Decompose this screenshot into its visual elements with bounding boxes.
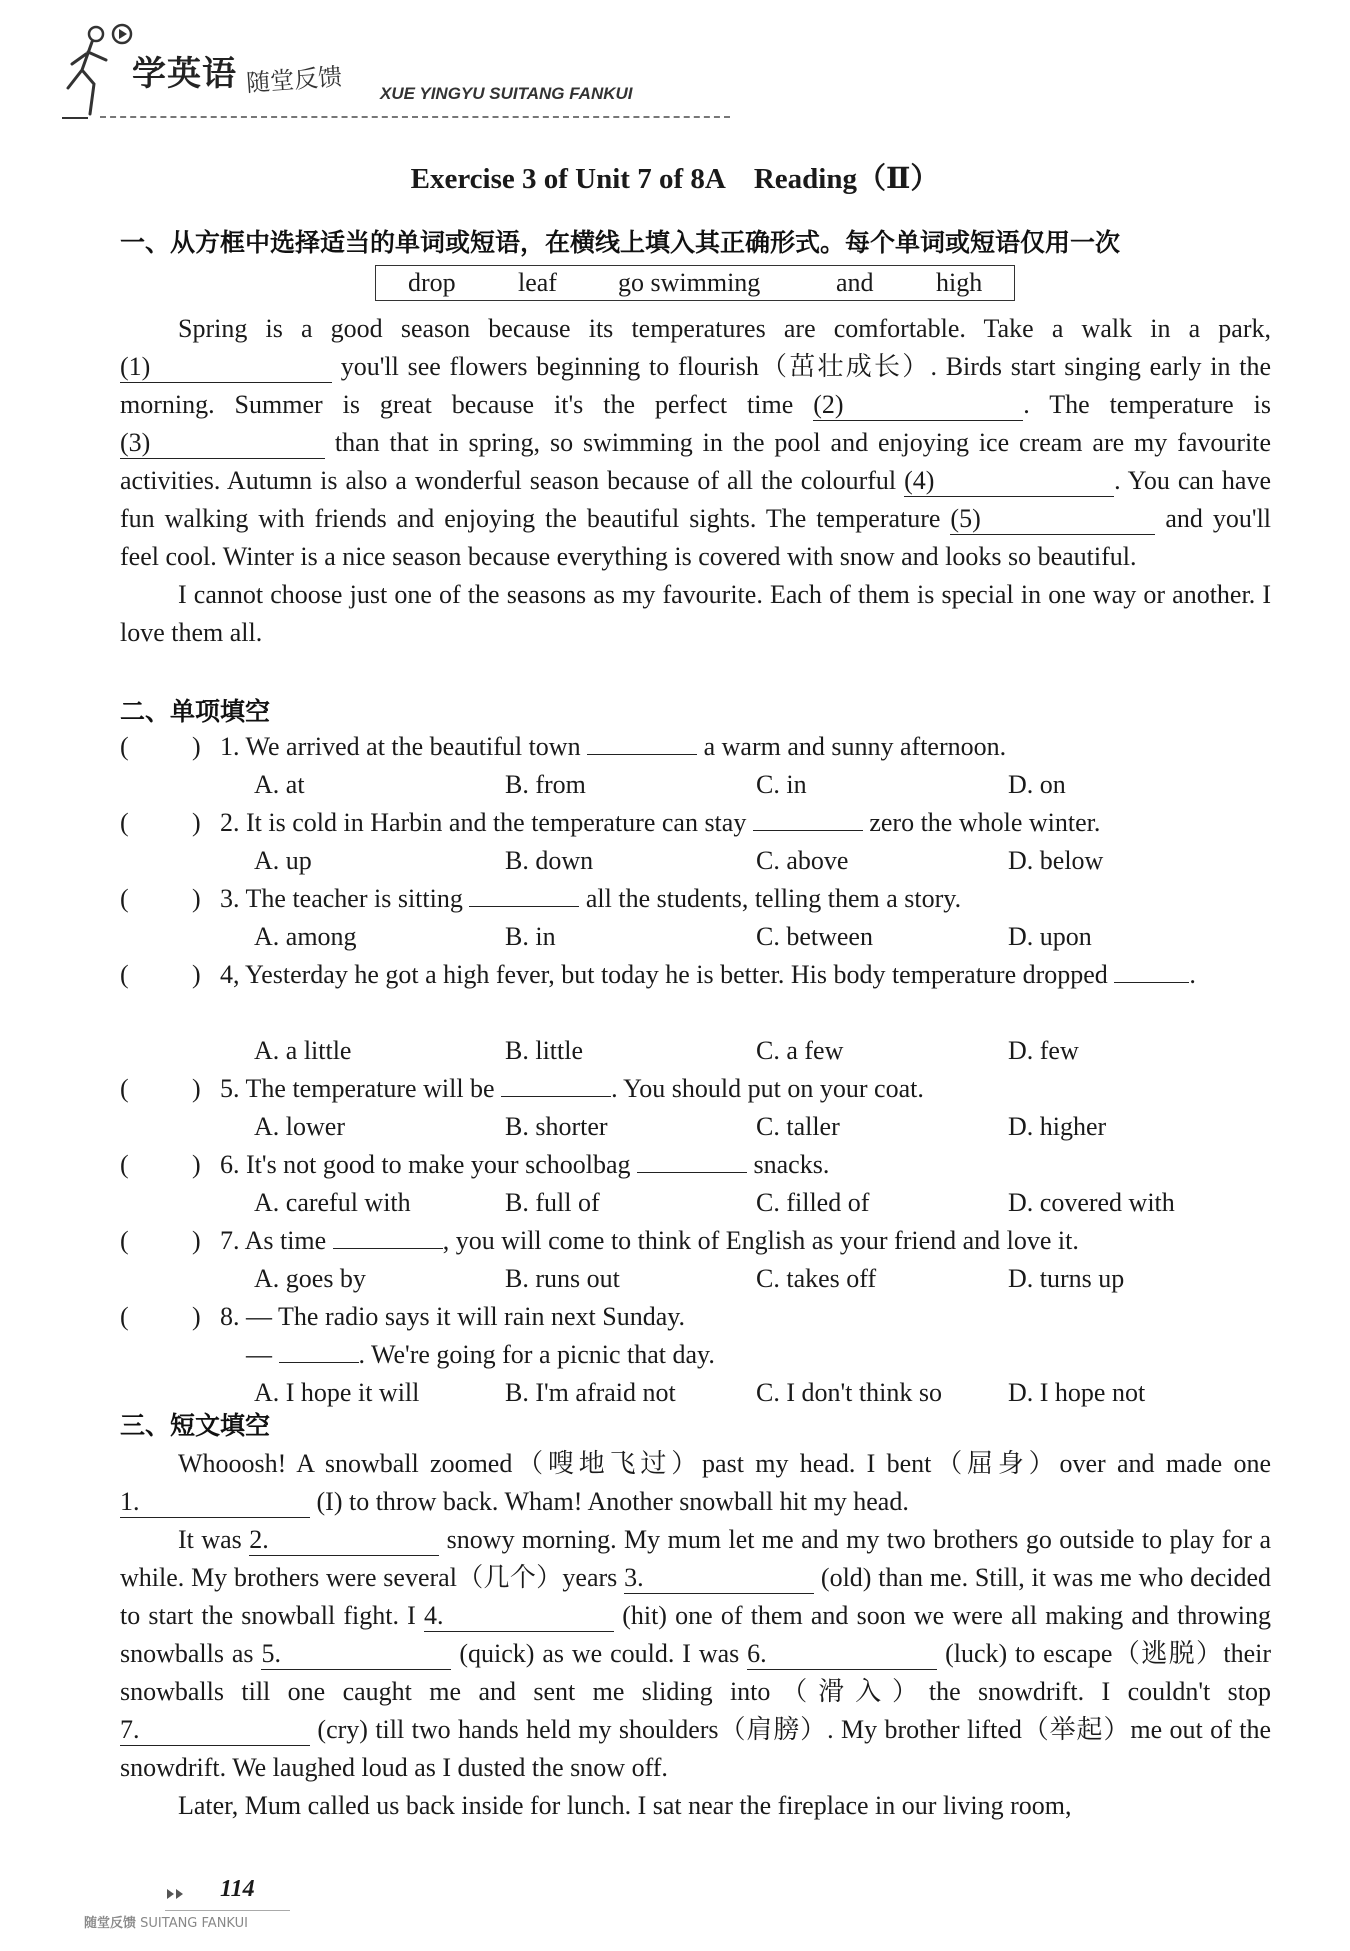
answer-paren-open: ( (120, 808, 129, 837)
passage-text: snowy morning. My mum let me and my two brothers go outside to play for a while. My brothers were several（几个）years (120, 1525, 1272, 1592)
answer-paren-open: ( (120, 884, 129, 913)
option-b[interactable]: B. runs out (505, 1264, 620, 1293)
section3-heading: 三、短文填空 (120, 1411, 271, 1440)
cloze-blank-6[interactable] (747, 1639, 937, 1670)
answer-paren-open: ( (120, 960, 129, 989)
blank-label: 5. (261, 1639, 281, 1668)
option-b[interactable]: B. shorter (505, 1112, 608, 1141)
option-d[interactable]: D. turns up (1008, 1264, 1125, 1293)
blank-label: (3) (120, 428, 151, 457)
option-a[interactable]: A. among (254, 922, 357, 951)
arrow-icon (166, 1888, 188, 1900)
passage-text: (luck) to escape（逃脱）their snowballs till one caught me and sent me sliding into（滑入）the snowdrift. I couldn't stop (120, 1639, 1272, 1706)
answer-paren-close: ) (192, 808, 201, 837)
question-stem: It's not good to make your schoolbag (246, 1150, 631, 1179)
question-stem-end: . We're going for a picnic that day. (358, 1340, 715, 1369)
word-box-item: drop (408, 268, 456, 297)
cloze-blank-5[interactable] (261, 1639, 451, 1670)
passage-text: (old) than me. Still, it was me who decided to start the snowball fight. I (120, 1563, 1272, 1630)
header-pinyin: XUE YINGYU SUITANG FANKUI (380, 84, 633, 103)
passage-text: (quick) as we could. I was (459, 1639, 740, 1668)
question-text (220, 956, 1271, 994)
option-d[interactable]: D. I hope not (1008, 1378, 1146, 1407)
blank-2[interactable] (813, 390, 1023, 421)
option-a[interactable]: A. at (254, 770, 305, 799)
blank-1[interactable] (120, 352, 332, 383)
question-blank[interactable] (637, 1172, 747, 1173)
word-box-item: go swimming (618, 268, 761, 297)
option-a[interactable]: A. up (254, 846, 312, 875)
question-number: 3. (220, 884, 240, 913)
blank-label: 4. (424, 1601, 444, 1630)
question-text (220, 1222, 1271, 1260)
passage-text: Spring is a good season because its temperatures are comfortable. Take a walk in a park, (178, 314, 1271, 343)
option-a[interactable]: A. I hope it will (254, 1378, 420, 1407)
passage-text: (I) to throw back. Wham! Another snowball hit my head. (316, 1487, 909, 1516)
question-stem: The teacher is sitting (245, 884, 463, 913)
option-d[interactable]: D. few (1008, 1036, 1079, 1065)
answer-paren-open: ( (120, 1150, 129, 1179)
question-blank[interactable] (1114, 982, 1189, 983)
question-text (220, 880, 1271, 918)
title-sub: Reading（Ⅱ） (753, 163, 940, 195)
answer-paren-close: ) (192, 960, 201, 989)
option-b[interactable]: B. down (505, 846, 594, 875)
question-number: 5. (220, 1074, 240, 1103)
question-number: 8. (220, 1302, 240, 1331)
header-subtitle: 随堂反馈 (245, 62, 344, 98)
question-blank[interactable] (501, 1096, 611, 1097)
question-stem-end: all the students, telling them a story. (585, 884, 962, 913)
answer-paren-close: ) (192, 1302, 201, 1331)
question-stem: The temperature will be (245, 1074, 495, 1103)
question-text (220, 1070, 1271, 1108)
header-title: 学英语 (132, 54, 237, 94)
option-a[interactable]: A. lower (254, 1112, 345, 1141)
blank-label: 1. (120, 1487, 140, 1516)
passage-text: Whooosh! A snowball zoomed（嗖地飞过）past my head. I bent（屈身）over and made one (178, 1449, 1271, 1478)
word-box (375, 265, 1015, 301)
option-c[interactable]: C. taller (756, 1112, 840, 1141)
question-blank[interactable] (587, 754, 697, 755)
question-stem-end: a warm and sunny afternoon. (703, 732, 1007, 761)
page-title (0, 156, 1350, 197)
question-blank[interactable] (753, 830, 863, 831)
option-b[interactable]: B. I'm afraid not (505, 1378, 676, 1407)
option-d[interactable]: D. upon (1008, 922, 1092, 951)
option-b[interactable]: B. from (505, 770, 586, 799)
answer-paren-close: ) (192, 884, 201, 913)
option-a[interactable]: A. a little (254, 1036, 352, 1065)
answer-paren-close: ) (192, 1226, 201, 1255)
passage-text: you'll see flowers beginning to flourish（茁壮成长）. Birds start singing early in the morning. Summer is great because it's the perfect time (120, 352, 1272, 419)
page-number: 114 (220, 1876, 255, 1902)
question-text (220, 1298, 1271, 1374)
question-blank[interactable] (333, 1248, 443, 1249)
option-c[interactable]: C. above (756, 846, 849, 875)
option-d[interactable]: D. covered with (1008, 1188, 1175, 1217)
blank-label: 6. (747, 1639, 767, 1668)
question-text (220, 728, 1271, 766)
question-text (220, 804, 1271, 842)
blank-label: (2) (813, 390, 844, 419)
option-c[interactable]: C. filled of (756, 1188, 870, 1217)
answer-paren-open: ( (120, 1302, 129, 1331)
section2-heading: 二、单项填空 (120, 697, 271, 726)
question-number: 4, (220, 960, 240, 989)
footer-divider (165, 1910, 290, 1911)
option-d[interactable]: D. below (1008, 846, 1104, 875)
cloze-blank-7[interactable] (120, 1715, 310, 1746)
question-number: 7. (220, 1226, 240, 1255)
title-main: Exercise 3 of Unit 7 of 8A (410, 163, 726, 195)
question-text (220, 1146, 1271, 1184)
blank-label: (5) (950, 504, 981, 533)
section1-passage (120, 310, 1271, 652)
footer-cn: 随堂反馈 (84, 1916, 137, 1931)
blank-label: 2. (249, 1525, 269, 1554)
question-stem-end: . You should put on your coat. (611, 1074, 924, 1103)
question-stem-end: , you will come to think of English as your friend and love it. (442, 1226, 1079, 1255)
question-number: 2. (220, 808, 240, 837)
passage-text: I cannot choose just one of the seasons as my favourite. Each of them is special in one way or another. I love them all. (120, 580, 1271, 647)
cloze-blank-3[interactable] (624, 1563, 814, 1594)
play-icon (110, 22, 134, 46)
answer-paren-close: ) (192, 1150, 201, 1179)
cloze-blank-2[interactable] (249, 1525, 439, 1556)
question-blank[interactable] (469, 906, 579, 907)
answer-paren-open: ( (120, 1226, 129, 1255)
option-b[interactable]: B. in (505, 922, 556, 951)
option-c[interactable]: C. between (756, 922, 873, 951)
option-d[interactable]: D. higher (1008, 1112, 1107, 1141)
option-c[interactable]: C. a few (756, 1036, 844, 1065)
passage-text: . The temperature is (1023, 390, 1272, 419)
option-a[interactable]: A. careful with (254, 1188, 411, 1217)
passage-text: . You can have fun walking with friends and enjoying the beautiful sights. The temperature (120, 466, 1272, 533)
passage-text: Later, Mum called us back inside for lunch. I sat near the fireplace in our living room, (178, 1791, 1072, 1820)
passage-text: (hit) one of them and soon we were all making and throwing snowballs as (120, 1601, 1272, 1668)
blank-5[interactable] (950, 504, 1155, 535)
question-stem-end: . (1189, 960, 1196, 989)
option-a[interactable]: A. goes by (254, 1264, 366, 1293)
question-stem: — The radio says it will rain next Sunday. (246, 1302, 686, 1331)
blank-label: 7. (120, 1715, 140, 1744)
blank-label: (1) (120, 352, 151, 381)
word-box-item: and (836, 268, 874, 297)
blank-label: 3. (624, 1563, 644, 1592)
question-number: 1. (220, 732, 240, 761)
option-c[interactable]: C. in (756, 770, 807, 799)
option-b[interactable]: B. little (505, 1036, 583, 1065)
passage-text: and you'll feel cool. Winter is a nice season because everything is covered with snow and looks so beautiful. (120, 504, 1272, 571)
footer-label (84, 1912, 248, 1931)
question-stem: As time (244, 1226, 327, 1255)
word-box-item: high (936, 268, 983, 297)
cloze-blank-1[interactable] (120, 1487, 310, 1518)
cloze-blank-4[interactable] (424, 1601, 614, 1632)
section1-heading: 一、从方框中选择适当的单词或短语，在横线上填入其正确形式。每个单词或短语仅用一次 (120, 228, 1121, 257)
option-c[interactable]: C. takes off (756, 1264, 877, 1293)
word-box-item: leaf (518, 268, 557, 297)
passage-text: (cry) till two hands held my shoulders（肩膀）. My brother lifted（举起）me out of the snowdrift. We laughed loud as I dusted the snow off. (120, 1715, 1271, 1782)
answer-paren-open: ( (120, 732, 129, 761)
answer-paren-close: ) (192, 732, 201, 761)
page-header (60, 18, 700, 128)
option-d[interactable]: D. on (1008, 770, 1066, 799)
question-stem: It is cold in Harbin and the temperature can stay (246, 808, 747, 837)
passage-text: It was (178, 1525, 242, 1554)
section3-passage (120, 1445, 1271, 1825)
question-stem: We arrived at the beautiful town (245, 732, 581, 761)
question-number: 6. (220, 1150, 240, 1179)
question-blank[interactable] (279, 1362, 359, 1363)
option-c[interactable]: C. I don't think so (756, 1378, 942, 1407)
header-divider (100, 116, 730, 118)
option-b[interactable]: B. full of (505, 1188, 600, 1217)
question-stem-end: snacks. (753, 1150, 830, 1179)
dialogue-dash: — (246, 1340, 272, 1369)
footer-pinyin: SUITANG FANKUI (140, 1916, 248, 1931)
blank-4[interactable] (904, 466, 1114, 497)
answer-paren-open: ( (120, 1074, 129, 1103)
question-stem-end: zero the whole winter. (869, 808, 1101, 837)
question-stem: Yesterday he got a high fever, but today he is better. His body temperature dropped (245, 960, 1108, 989)
blank-label: (4) (904, 466, 935, 495)
answer-paren-close: ) (192, 1074, 201, 1103)
blank-3[interactable] (120, 428, 325, 459)
passage-text: than that in spring, so swimming in the pool and enjoying ice cream are my favourite activities. Autumn is also a wonderful season because of all the colourful (120, 428, 1272, 495)
